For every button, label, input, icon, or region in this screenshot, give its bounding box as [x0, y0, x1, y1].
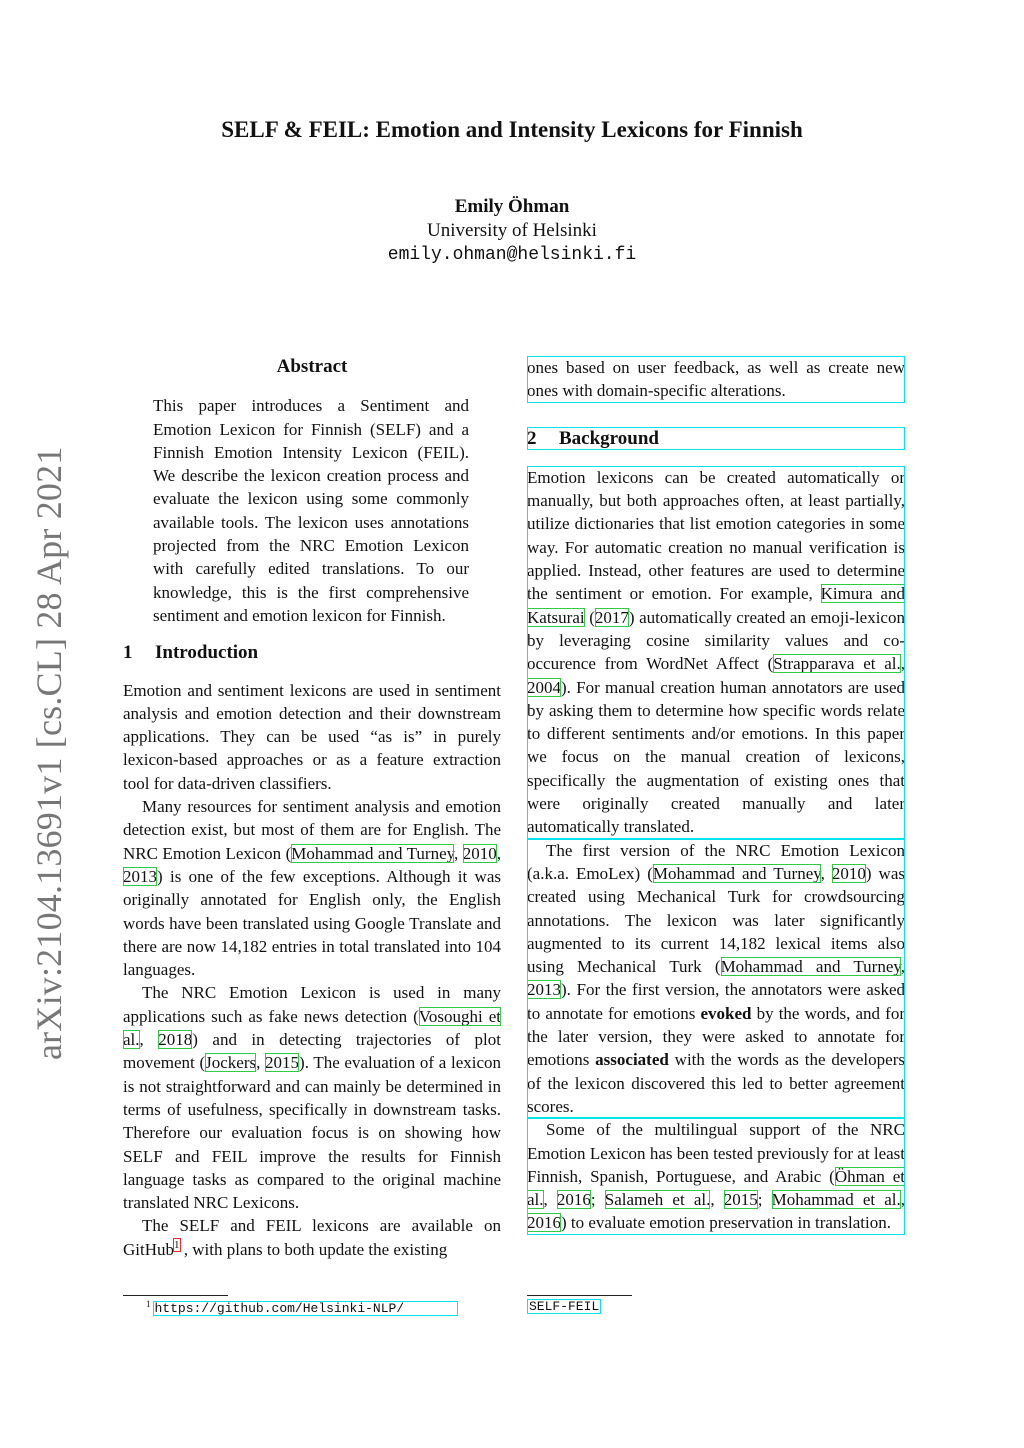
citation-link[interactable]: Mohammad and Turney	[720, 957, 901, 977]
section-number: 2	[527, 427, 537, 449]
section-title: Introduction	[155, 642, 259, 664]
left-column	[123, 355, 501, 1261]
background-paragraph-2: The first version of the NRC Emotion Lexicon (a.k.a. EmoLex) (Mohammad and Turney, 2010) was created using Mechanical Turk for crowdsourcing annotations. The lexicon was later significantly augmented to its current 14,182 lexical items also using Mechanical Turk (Mohammad and Turney, 2013). For the first version, the annotators were asked to annotate for emotions evoked by the words, and for the later version, they were asked to annotate for emotions associated with the words as the developers of the lexicon discovered this led to better agreement scores.	[527, 839, 905, 1119]
footnote-rule-right	[527, 1295, 632, 1296]
footnote-marker-link[interactable]: 1	[174, 1239, 180, 1252]
intro-paragraph-3: The NRC Emotion Lexicon is used in many applications such as fake news detection (Vosoughi et al., 2018) and in detecting trajectories of plot movement (Jockers, 2015). The evaluation of a lexicon is not straightforward and can mainly be determined in terms of usefulness, specifically in downstream tasks. Therefore our evaluation focus is on showing how SELF and FEIL improve the results for Finnish language tasks as compared to the original machine translated NRC Lexicons.	[123, 983, 502, 1213]
author-block	[0, 195, 1024, 267]
citation-year-link[interactable]: 2018	[158, 1030, 193, 1050]
citation-link[interactable]: Jockers	[205, 1053, 257, 1073]
citation-year-link[interactable]: 2016	[527, 1213, 561, 1233]
intro-paragraph-2: Many resources for sentiment analysis and emotion detection exist, but most of them are for English. The NRC Emotion Lexicon (Mohammad and Turney, 2010, 2013) is one of the few exceptions. Although it was originally annotated for English only, the English words have been translated using Google Translate and there are now 14,182 entries in total translated into 104 languages.	[123, 797, 502, 980]
abstract-text: This paper introduces a Sentiment and Emotion Lexicon for Finnish (SELF) and a Finnish Emotion Intensity Lexicon (FEIL). We describe the lexicon creation process and evaluate the lexicon using some commonly available tools. The lexicon uses annotations projected from the NRC Emotion Lexicon with carefully edited translations. To our knowledge, this is the first comprehensive sentiment and emotion lexicon for Finnish.	[153, 396, 469, 625]
emphasis-evoked: evoked	[700, 1003, 752, 1023]
citation-year-link[interactable]: 2017	[594, 607, 629, 627]
citation-link[interactable]: Salameh et al.	[604, 1190, 711, 1210]
citation-link[interactable]: Strapparava et al.	[773, 654, 901, 674]
arxiv-stamp: arXiv:2104.13691v1 [cs.CL] 28 Apr 2021	[29, 446, 69, 1060]
intro-paragraph-4: The SELF and FEIL lexicons are available on GitHub$^1$ , with plans to both update the existing	[123, 1216, 501, 1259]
paper-title: SELF & FEIL: Emotion and Intensity Lexicons for Finnish	[221, 117, 803, 142]
citation-link[interactable]: Mohammad and Turney	[652, 863, 821, 883]
section-number: 1	[123, 642, 133, 664]
emphasis-associated: associated	[595, 1050, 669, 1070]
citation-year-link[interactable]: 2010	[462, 843, 497, 863]
footnote-right	[527, 1299, 601, 1314]
citation-link[interactable]: Mohammad and Turney	[291, 843, 455, 863]
intro-paragraph-1: Emotion and sentiment lexicons are used in sentiment analysis and emotion detection and their downstream applications. They can be used “as is” in purely lexicon-based approaches or as a feature extraction tool for data-driven classifiers.	[123, 680, 501, 793]
citation-link[interactable]: Öhman et al.	[527, 1166, 905, 1210]
section-heading-background	[527, 427, 905, 450]
citation-link[interactable]: Kimura and Katsurai	[527, 584, 905, 627]
citation-year-link[interactable]: 2004	[527, 677, 561, 697]
author-affiliation: University of Helsinki	[427, 220, 597, 241]
citation-link[interactable]: Vosoughi et al.	[123, 1006, 501, 1050]
footnote-left	[146, 1299, 458, 1316]
continued-paragraph: ones based on user feedback, as well as create new ones with domain-specific alterations.	[527, 356, 905, 403]
footnote-url-link[interactable]: https://github.com/Helsinki-NLP/	[153, 1301, 459, 1316]
abstract-heading: Abstract	[276, 356, 348, 377]
footnote-rule	[123, 1295, 228, 1296]
background-paragraph-3: Some of the multilingual support of the NRC Emotion Lexicon has been tested previously for at least Finnish, Spanish, Portuguese, and Arabic (Öhman et al., 2016; Salameh et al., 2015; Mohammad et al., 2016) to evaluate emotion preservation in translation.	[527, 1118, 905, 1234]
author-name: Emily Öhman	[454, 196, 570, 217]
citation-year-link[interactable]: 2013	[527, 980, 561, 1000]
citation-year-link[interactable]: 2013	[123, 866, 157, 886]
author-email[interactable]: emily.ohman@helsinki.fi	[387, 245, 637, 265]
citation-year-link[interactable]: 2015	[723, 1190, 758, 1210]
citation-year-link[interactable]: 2015	[265, 1053, 300, 1073]
citation-link[interactable]: Mohammad et al.	[771, 1190, 901, 1210]
section-title: Background	[559, 427, 659, 449]
right-column	[527, 356, 905, 1235]
background-paragraph-1: Emotion lexicons can be created automatically or manually, but both approaches often, at least partially, utilize dictionaries that list emotion categories in some way. For automatic creation no manual verification is applied. Instead, other features are used to determine the sentiment or emotion. For example, Kimura and Katsurai (2017) automatically created an emoji-lexicon by leveraging cosine similarity values and co-occurence from WordNet Affect (Strapparava et al., 2004). For manual creation human annotators are used by asking them to determine how specific words relate to different sentiments and/or emotions. In this paper we focus on the manual creation of lexicons, specifically the augmentation of existing ones that were originally created manually and later automatically translated.	[527, 466, 905, 839]
section-heading-introduction	[123, 641, 501, 664]
footnote-url-continuation-link[interactable]: SELF-FEIL	[529, 1299, 600, 1314]
citation-year-link[interactable]: 2016	[556, 1190, 591, 1210]
footnote-number: 1	[146, 1299, 151, 1309]
citation-year-link[interactable]: 2010	[831, 863, 866, 883]
